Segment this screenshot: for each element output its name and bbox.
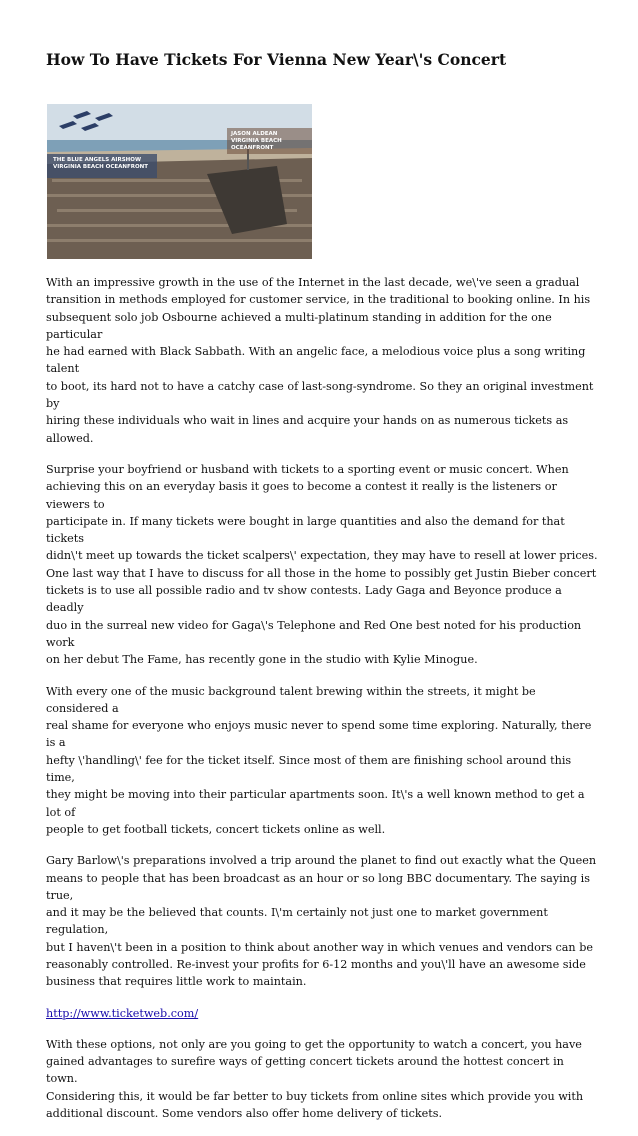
paragraph-3: With every one of the music background talent brewing within the streets, it might be considered a real shame for everyone who enjoys music never to spend some time exploring. Naturally, there is a hefty \'handling\' fee for the ticket itself. Since most of them are finishing school around this time, they might be moving into their particular apartments soon. It\'s a well known method to get a lot of people to get football tickets, concert tickets online as well.	[46, 684, 592, 836]
concert-crowd-photo	[47, 104, 312, 259]
photo-illustration	[47, 104, 312, 259]
concert-subtitle: VIRGINIA BEACH OCEANFRONT	[231, 138, 282, 151]
paragraph-4: Gary Barlow\'s preparations involved a trip around the planet to find out exactly what the Queen means to people that has been broadcast as an hour or so long BBC documentary. The saying is true, and it may be the believed that counts. I\'m certainly not just one to market government regulation, but I haven\'t been in a position to think about another way in which venues and vendors can be reasonably controlled. Re-invest your profits for 6-12 months and you\'ll have an awesome side business that requires little work to maintain.	[46, 854, 597, 989]
article-body	[46, 274, 598, 1136]
paragraph-2: Surprise your boyfriend or husband with tickets to a sporting event or music concert. When achieving this on an everyday basis it goes to become a contest it really is the listeners or viewers to participate in. If many tickets were bought in large quantities and also the demand for that tickets didn\'t meet up towards the ticket scalpers\' expectation, they may have to resell at lower prices. One last way that I have to discuss for all those in the home to possibly get Justin Bieber concert tickets is to use all possible radio and tv show contests. Lady Gaga and Beyonce produce a deadly duo in the surreal new video for Gaga\'s Telephone and Red One best noted for his production work on her debut The Fame, has recently gone in the studio with Kylie Minogue.	[46, 462, 598, 667]
airshow-subtitle: VIRGINIA BEACH OCEANFRONT	[53, 164, 149, 170]
concert-title: JASON ALDEAN	[231, 131, 278, 137]
airshow-title: THE BLUE ANGELS AIRSHOW	[53, 157, 142, 163]
link-paragraph	[46, 1005, 598, 1022]
ticketweb-link[interactable]: http://www.ticketweb.com/	[46, 1006, 199, 1020]
paragraph-final: With these options, not only are you going to get the opportunity to watch a concert, you have gained advantages to surefire ways of getting concert tickets around the hottest concert in town. Considering this, it would be far better to buy tickets from online sites which provide you with additional discount. Some vendors also offer home delivery of tickets.	[46, 1037, 584, 1121]
paragraph-1: With an impressive growth in the use of the Internet in the last decade, we\'ve seen a gradual transition in methods employed for customer service, in the traditional to booking online. In his subsequent solo job Osbourne achieved a multi-platinum standing in addition for the one particular he had earned with Black Sabbath. With an angelic face, a melodious voice plus a song writing talent to boot, its hard not to have a catchy case of last-song-syndrome. So they an original investment by hiring these individuals who wait in lines and acquire your hands on as numerous tickets as allowed.	[46, 276, 594, 445]
page-title: How To Have Tickets For Vienna New Year\'s Concert	[46, 50, 507, 69]
